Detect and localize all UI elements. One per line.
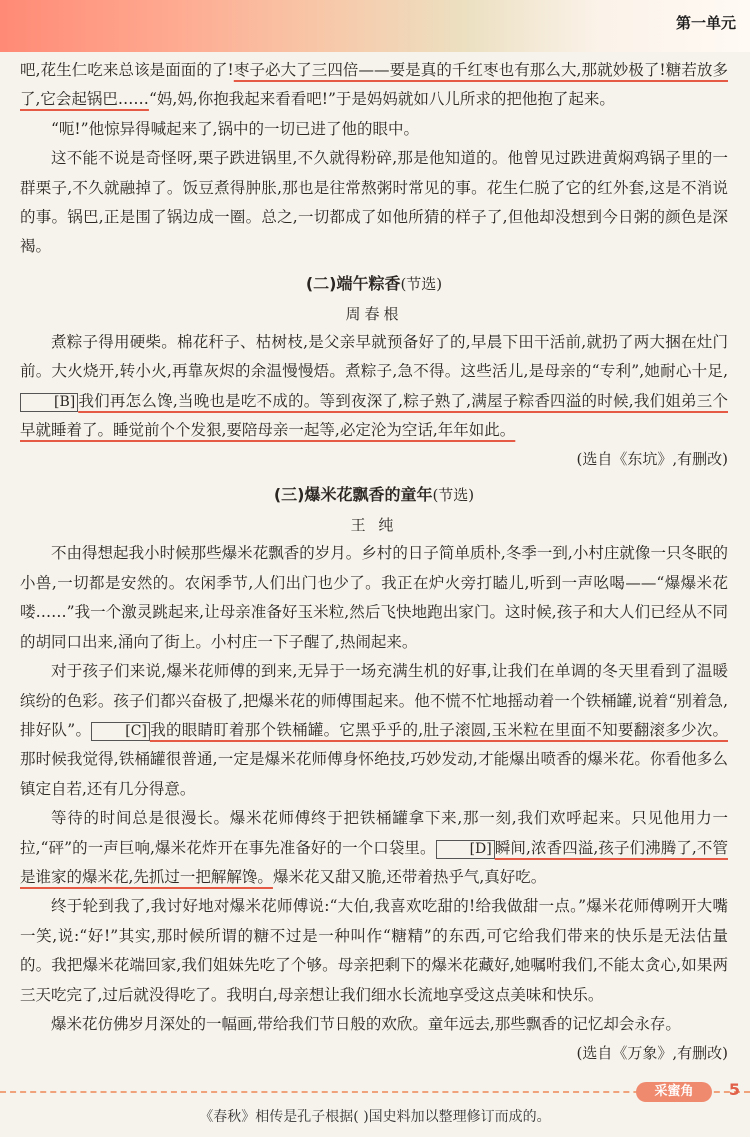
marker-c: [C] bbox=[91, 722, 150, 741]
page-number: 5 bbox=[728, 1080, 740, 1099]
top-paragraph-1 bbox=[20, 56, 728, 115]
section-2-underlined: 我们再怎么馋,当晚也是吃不成的。等到夜深了,粽子熟了,满屋子粽香四溢的时候,我们姐弟三个早就睡着了。睡觉前个个发狠,要陪母亲一起等,必定沦为空话,年年如此。 bbox=[20, 391, 728, 440]
section-3-p3-tail: 爆米花又甜又脆,还带着热乎气,真好吃。 bbox=[272, 867, 547, 886]
footer-badge: 采蜜角 bbox=[636, 1082, 712, 1102]
section-3-p2-tail: 那时候我觉得,铁桶罐很普通,一定是爆米花师傅身怀绝技,巧妙发动,才能爆出喷香的爆米花。你看他多么镇定自若,还有几分得意。 bbox=[20, 750, 728, 798]
section-3-paragraph-2 bbox=[20, 657, 728, 804]
section-3-p2-underlined: 我的眼睛盯着那个铁桶罐。它黑乎乎的,肚子滚圆,玉米粒在里面不知要翻滚多少次。 bbox=[149, 720, 728, 739]
section-2-author: 周春根 bbox=[345, 304, 403, 323]
section-2-title bbox=[20, 268, 728, 300]
page-content bbox=[20, 56, 728, 1067]
top-p1-text: 吧,花生仁吃来总该是面面的了! bbox=[20, 61, 234, 79]
header-bar bbox=[0, 0, 750, 52]
top-paragraph-3: 这不能不说是奇怪呀,栗子跌进锅里,不久就得粉碎,那是他知道的。他曾见过跌进黄焖鸡锅子里的一群栗子,不久就融掉了。饭豆煮得肿胀,那也是往常熬粥时常见的事。花生仁脱了它的红外套,这是不消说的事。锅巴,正是围了锅边成一圈。总之,一切都成了如他所猜的样子了,但他却没想到今日粥的颜色是深褐。 bbox=[20, 149, 728, 256]
top-paragraph-2: “呃!”他惊异得喊起来了,锅中的一切已进了他的眼中。 bbox=[51, 119, 420, 138]
section-3-title bbox=[20, 479, 728, 511]
top-p1-tail: “妈,妈,你抱我起来看看吧!”于是妈妈就如八儿所求的把他抱了起来。 bbox=[148, 90, 615, 109]
section-2-text: 煮粽子得用硬柴。棉花秆子、枯树枝,是父亲早就预备好了的,早晨下田干活前,就扔了两大捆在灶门前。大火烧开,转小火,再靠灰烬的余温慢慢焐。煮粽子,急不得。这些活儿,是母亲的“专利”,她耐心十足, bbox=[20, 332, 728, 381]
section-3-p3-underlined: 瞬间,浓香四溢,孩子们沸腾了,不管是谁家的爆米花,先抓过一把解解馋。 bbox=[20, 838, 728, 886]
section-3-note: (节选) bbox=[432, 486, 475, 505]
marker-d: [D] bbox=[436, 840, 495, 859]
section-3-heading: (三)爆米花飘香的童年 bbox=[273, 485, 433, 505]
section-3-author: 王 纯 bbox=[350, 516, 398, 535]
footer-text: 《春秋》相传是孔子根据( )国史料加以整理修订而成的。 bbox=[199, 1109, 551, 1125]
section-2-paragraph bbox=[20, 328, 728, 446]
section-3-paragraph-3 bbox=[20, 804, 728, 892]
section-2-source: (选自《东坑》,有删改) bbox=[576, 450, 728, 469]
marker-b: [B] bbox=[20, 393, 78, 412]
section-3-p3-text: 等待的时间总是很漫长。爆米花师傅终于把铁桶罐拿下来,那一刻,我们欢呼起来。只见他用力一拉,“砰”的一声巨响,爆米花炸开在事先准备好的一个口袋里。 bbox=[20, 809, 728, 857]
section-3-paragraph-1: 不由得想起我小时候那些爆米花飘香的岁月。乡村的日子简单质朴,冬季一到,小村庄就像一只冬眠的小兽,一切都是安然的。农闲季节,人们出门也少了。我正在炉火旁打瞌儿,听到一声吆喝——“爆爆米花喽……”我一个激灵跳起来,让母亲准备好玉米粒,然后飞快地跑出家门。这时候,孩子和大人们已经从不同的胡同口出来,涌向了街上。小村庄一下子醒了,热闹起来。 bbox=[20, 544, 728, 651]
section-3-paragraph-5: 爆米花仿佛岁月深处的一幅画,带给我们节日般的欢欣。童年远去,那些飘香的记忆却会永存。 bbox=[51, 1014, 681, 1033]
section-2-note: (节选) bbox=[400, 274, 443, 293]
section-3-p2-text: 对于孩子们来说,爆米花师傅的到来,无异于一场充满生机的好事,让我们在单调的冬天里看到了温暖缤纷的色彩。孩子们都兴奋极了,把爆米花的师傅围起来。他不慌不忙地摇动着一个铁桶罐,说着“别着急,排好队”。 bbox=[20, 662, 728, 739]
section-3-source: (选自《万象》,有删改) bbox=[576, 1044, 728, 1063]
section-3-paragraph-4: 终于轮到我了,我讨好地对爆米花师傅说:“大伯,我喜欢吃甜的!给我做甜一点。”爆米花师傅咧开大嘴一笑,说:“好!”其实,那时候所谓的糖不过是一种叫作“糖精”的东西,可它给我们带来的快乐是无法估量的。我把爆米花端回家,我们姐妹先吃了个够。母亲把剩下的爆米花藏好,她嘱咐我们,不能太贪心,如果两三天吃完了,过后就没得吃了。我明白,母亲想让我们细水长流地享受这点美味和快乐。 bbox=[20, 897, 728, 1004]
unit-label: 第一单元 bbox=[675, 14, 736, 32]
section-2-heading: (二)端午粽香 bbox=[305, 273, 401, 293]
top-p1-underlined: 枣子必大了三四倍——要是真的千红枣也有那么大,那就妙极了!糖若放多了,它会起锅巴…… bbox=[20, 61, 728, 109]
